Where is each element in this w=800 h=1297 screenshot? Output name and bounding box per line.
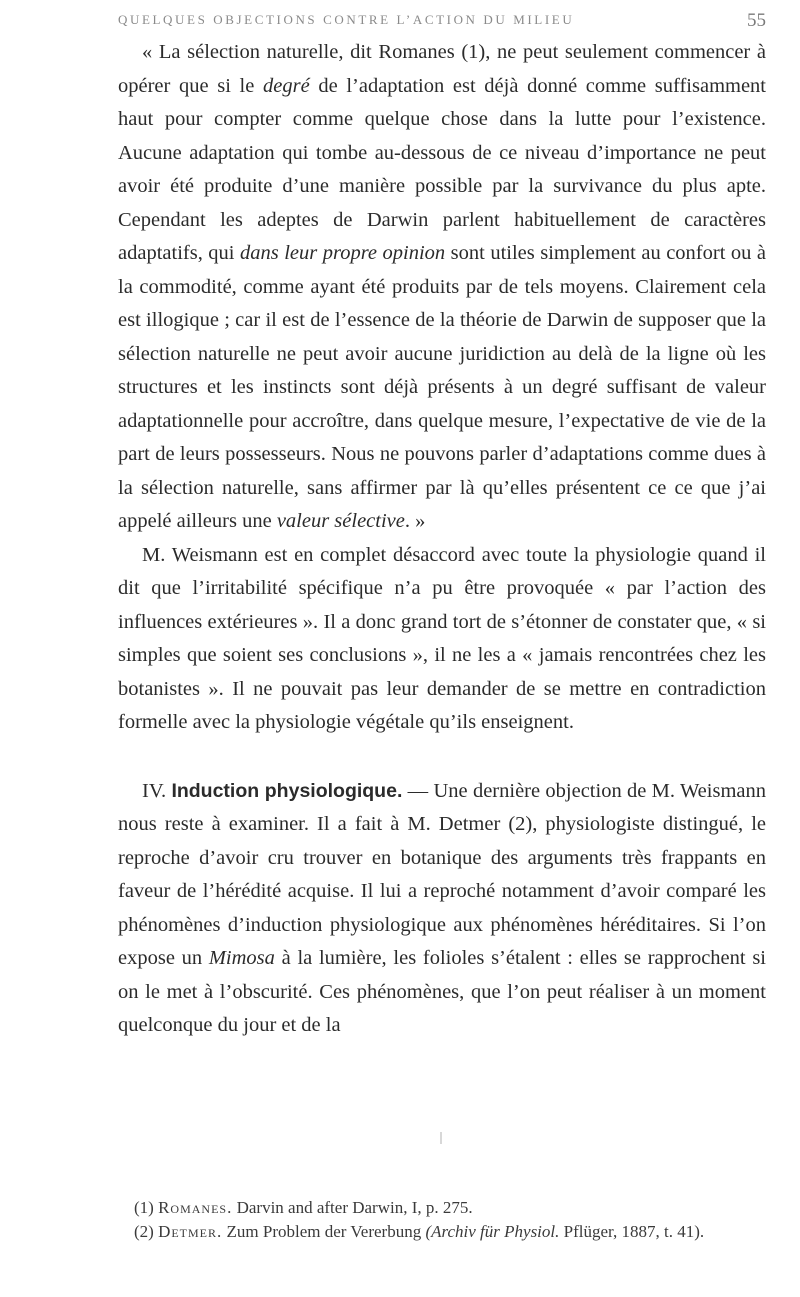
footnote-marker: (2) <box>134 1222 154 1241</box>
footnote-marker: (1) <box>134 1198 154 1217</box>
footnote-text: Darvin and after Darwin, I, p. 275. <box>232 1198 473 1217</box>
quote-text-1: « La sélection naturelle, dit Romanes (1), ne peut seulement commencer à opérer que si le <box>118 41 766 97</box>
footnote-text: Zum Problem der Vererbung <box>222 1222 426 1241</box>
footnote-author: Detmer. <box>158 1222 223 1241</box>
footnote-1 <box>118 1196 766 1220</box>
footnote-tail: Pflüger, 1887, t. 41). <box>559 1222 705 1241</box>
footnote-2 <box>118 1220 766 1244</box>
quote-emphasis-degre: degré <box>263 74 310 97</box>
page-number: 55 <box>747 10 766 31</box>
quote-emphasis-opinion: dans leur propre opinion <box>240 242 446 264</box>
paragraph-weismann: M. Weismann est en complet désaccord avec toute la physiologie quand il dit que l’irritabilité spécifique n’a pu être provoquée « par l’action des influences extérieures ». Il a donc grand tort de s’étonner de constater que, « si simples que soient ses conclusions », il ne les a « jamais rencontrées chez les botanistes ». Il ne pouvait pas leur demander de se mettre en contradiction formelle avec la physiologie végétale qu’ils enseignent. <box>118 543 766 733</box>
quote-text-3: sont utiles simplement au confort ou à la commodité, comme ayant été produits par de tels moyens. Clairement cela est illogique ; car il est de l’essence de la théorie de Darwin de supposer que la sélection naturelle ne peut avoir aucune juridiction au delà de la ligne où les structures et les instincts sont déjà présents à un degré suffisant de valeur adaptationnelle pour accroître, dans quelque mesure, l’expectative de vie de la part de leurs possesseurs. Nous ne pouvons parler d’adaptations comme dues à la sélection naturelle, sans affirmer par là qu’elles présentent ce ce que j’ai appelé ailleurs une <box>118 242 766 532</box>
running-head: QUELQUES OBJECTIONS CONTRE L’ACTION DU MILIEU <box>118 12 575 27</box>
quote-text-2: de l’adaptation est déjà donné comme suffisamment haut pour compter comme quelque chose dans la lutte pour l’existence. Aucune adaptation qui tombe au-dessous de ce niveau d’importance ne peut avoir été produite d’une manière possible par la survivance du plus apte. Cependant les adeptes de Darwin parlent habituellement de caractères adaptatifs, qui <box>118 74 767 264</box>
section-text-1: — Une dernière objection de M. Weismann nous reste à examiner. Il a fait à M. Detmer (2), physiologiste distingué, le reproche d’avoir cru trouver en botanique des arguments très frappants en faveur de l’hérédité acquise. Il lui a reproché notamment d’avoir comparé les phénomènes d’induction physiologique aux phénomènes héréditaires. Si l’on expose un <box>118 779 766 969</box>
quote-emphasis-valeur: valeur sélective <box>276 510 405 532</box>
section-title: Induction physiologique. <box>171 779 403 802</box>
footnote-separator-mark <box>440 1132 442 1144</box>
body-text <box>118 36 766 1043</box>
paragraph-romanes-quote <box>118 36 766 539</box>
footnotes <box>118 1196 766 1244</box>
section-induction <box>118 775 766 1043</box>
footnote-journal: (Archiv für Physiol. <box>425 1222 560 1241</box>
section-text-2: à la lumière, les folioles s’étalent : elles se rapprochent si on le met à l’obscurité. Ces phénomènes, que l’on peut réaliser à un moment quelconque du jour et de la <box>118 947 766 1036</box>
page-header <box>118 10 766 36</box>
footnote-author: Romanes. <box>158 1198 233 1217</box>
quote-text-4: . » <box>404 510 426 532</box>
section-emphasis-mimosa: Mimosa <box>208 947 275 969</box>
section-number: IV. <box>142 779 167 802</box>
